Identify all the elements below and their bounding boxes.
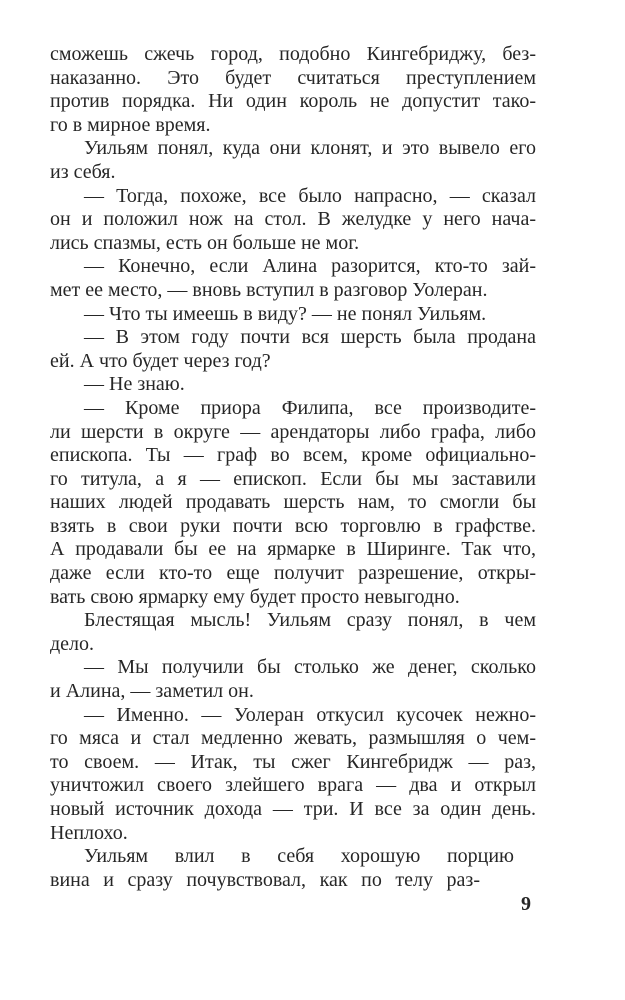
text-line: против порядка. Ни один король не допустит тако- (50, 90, 536, 113)
book-page-text (50, 43, 536, 892)
text-line: из себя. (50, 160, 116, 183)
text-line: Неплохо. (50, 821, 128, 844)
text-line: наших людей продавать шерсть нам, то смогли бы (50, 491, 536, 514)
text-line: дело. (50, 632, 95, 655)
paragraph-first-line: Уильям понял, куда они клонят, и это вывело его (84, 137, 536, 160)
text-line: епископа. Ты — граф во всем, кроме официально- (50, 444, 536, 467)
text-line: го титула, а я — епископ. Если бы мы заставили (50, 467, 536, 490)
text-line: взять в свои руки почти всю торговлю в графстве. (50, 514, 536, 537)
text-line: уничтожил своего злейшего врага — два и открыл (50, 774, 536, 797)
paragraph-first-line: — Тогда, похоже, все было напрасно, — сказал (84, 184, 536, 207)
text-line: А продавали бы ее на ярмарке в Ширинге. Так что, (50, 538, 536, 561)
paragraph-first-line: — Не знаю. (84, 373, 185, 396)
paragraph-first-line: — Кроме приора Филипа, все производите- (84, 396, 536, 419)
text-line: ей. А что будет через год? (50, 349, 271, 372)
paragraph-first-line: — Конечно, если Алина разорится, кто-то зай- (84, 255, 536, 278)
text-line: даже если кто-то еще получит разрешение, откры- (50, 562, 536, 585)
text-line: сможешь сжечь город, подобно Кингебриджу, без- (50, 43, 536, 65)
text-line: наказанно. Это будет считаться преступлением (50, 66, 536, 89)
text-line: вина и сразу почувствовал, как по телу раз- (50, 868, 480, 891)
text-line: вать свою ярмарку ему будет просто невыгодно. (50, 585, 460, 608)
paragraph-first-line: — Мы получили бы столько же денег, сколько (84, 656, 536, 679)
paragraph-first-line: — Именно. — Уолеран откусил кусочек нежно- (84, 703, 536, 726)
text-line: го в мирное время. (50, 113, 211, 136)
paragraph-first-line: Уильям влил в себя хорошую порцию (84, 845, 514, 868)
text-line: то своем. — Итак, ты сжег Кингебридж — раз, (50, 750, 536, 773)
text-line: ли шерсти в округе — арендаторы либо графа, либо (50, 420, 536, 443)
text-line: он и положил нож на стол. В желудке у него нача- (50, 208, 536, 231)
text-line: и Алина, — заметил он. (50, 680, 254, 703)
page-number: 9 (521, 893, 531, 915)
paragraph-first-line: Блестящая мысль! Уильям сразу понял, в чем (84, 609, 536, 632)
paragraph-first-line: — В этом году почти вся шерсть была продана (84, 326, 536, 349)
text-line: мет ее место, — вновь вступил в разговор Уолеран. (50, 278, 488, 301)
text-line: го мяса и стал медленно жевать, размышляя о чем- (50, 727, 536, 750)
text-line: новый источник дохода — три. И все за один день. (50, 798, 536, 820)
text-line: лись спазмы, есть он больше не мог. (50, 231, 360, 254)
paragraph-first-line: — Что ты имеешь в виду? — не понял Уильям. (84, 302, 487, 325)
